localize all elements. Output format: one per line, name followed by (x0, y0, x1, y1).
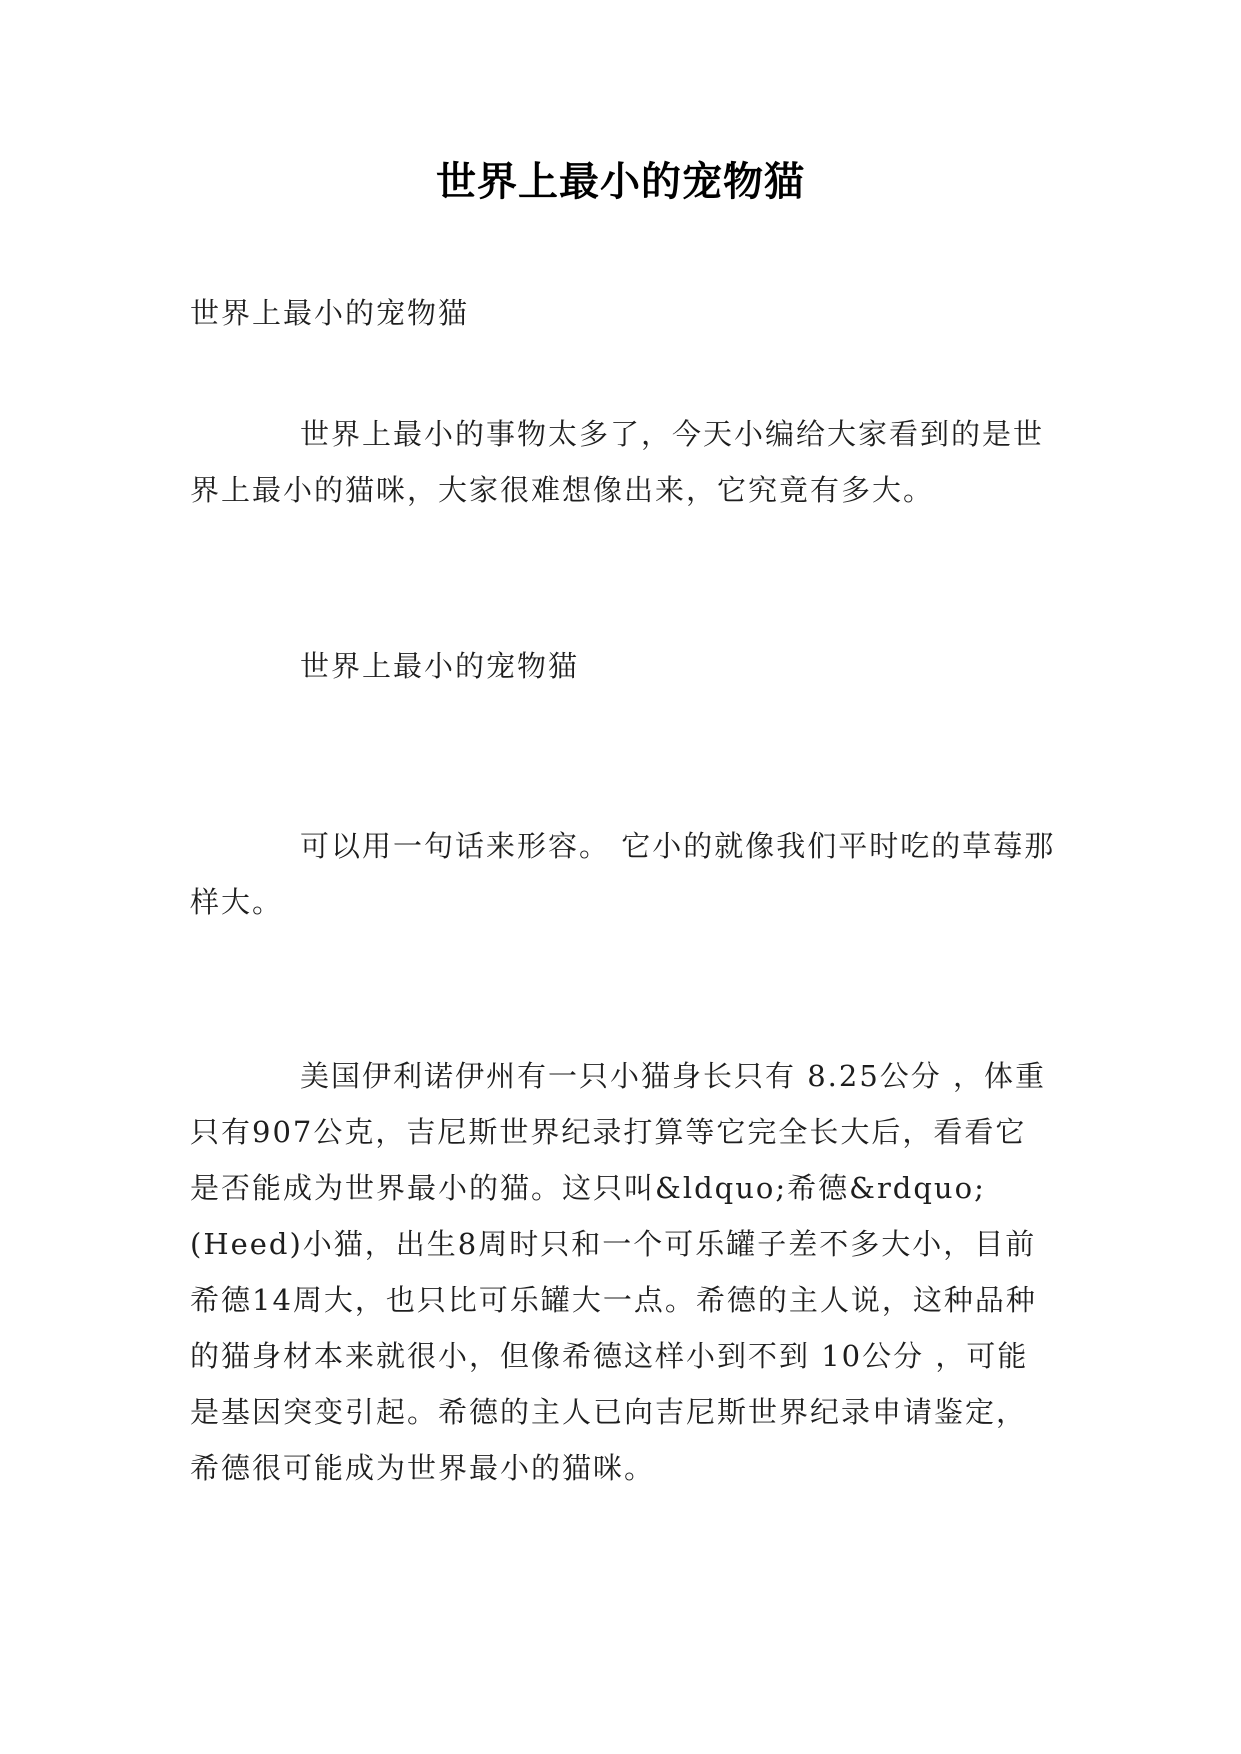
paragraph-intro: 世界上最小的事物太多了，今天小编给大家看到的是世界上最小的猫咪，大家很难想像出来，它究竟有多大。 (190, 417, 1045, 507)
document-subtitle: 世界上最小的宠物猫 (190, 296, 470, 330)
paragraph-details: 美国伊利诺伊州有一只小猫身长只有 8.25公分 ，体重只有907公克，吉尼斯世界纪录打算等它完全长大后，看看它是否能成为世界最小的猫。这只叫&ldquo;希德&rdquo;(Heed)小猫，出生8周时只和一个可乐罐子差不多大小，目前希德14周大，也只比可乐罐大一点。希德的主人说，这种品种的猫身材本来就很小，但像希德这样小到不到 10公分 ，可能是基因突变引起。希德的主人已向吉尼斯世界纪录申请鉴定，希德很可能成为世界最小的猫咪。 (190, 1059, 1047, 1485)
document-title: 世界上最小的宠物猫 (436, 158, 805, 205)
paragraph-description: 可以用一句话来形容。 它小的就像我们平时吃的草莓那样大。 (190, 829, 1056, 919)
paragraph-heading: 世界上最小的宠物猫 (300, 649, 580, 683)
